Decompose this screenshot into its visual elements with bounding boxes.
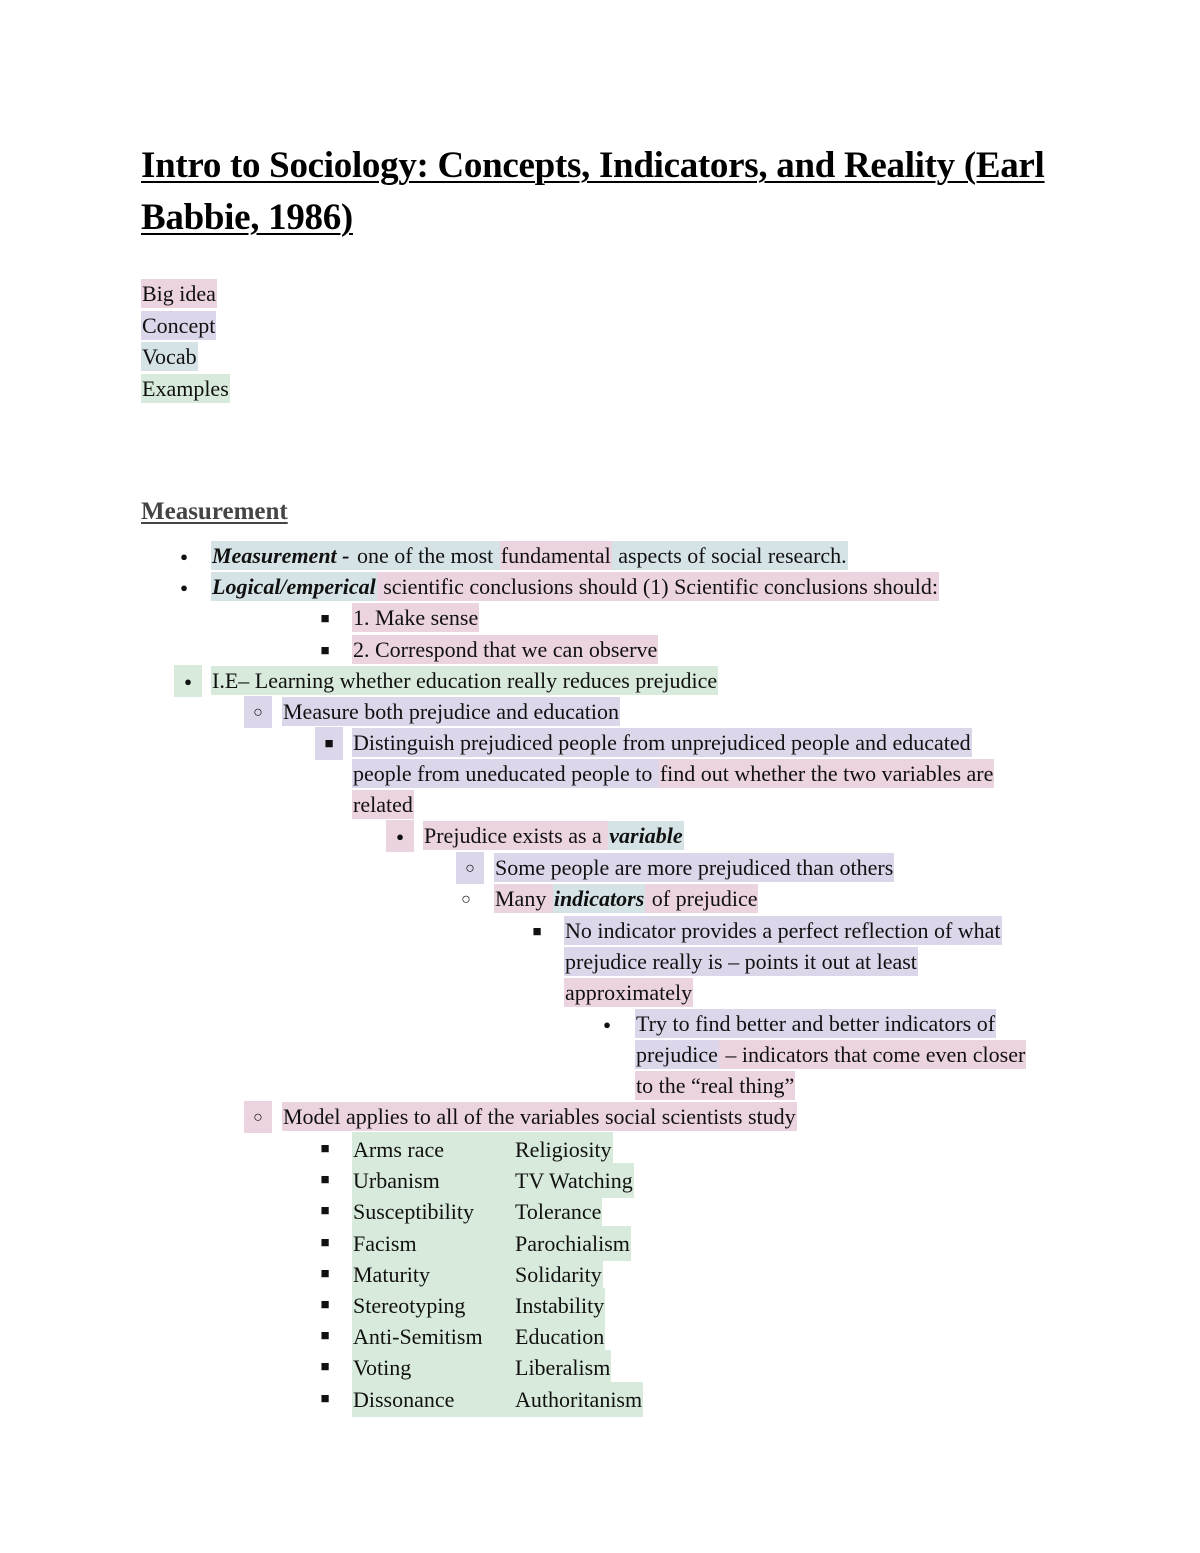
list-text: prejudice really is – points it out at least <box>565 949 917 974</box>
list-text: Some people are more prejudiced than others <box>495 855 894 880</box>
page-title: Intro to Sociology: Concepts, Indicators, and Reality (Earl Babbie, 1986) <box>141 145 1045 238</box>
list-item <box>352 1319 605 1354</box>
list-item-some-people <box>494 852 894 883</box>
bullet-square-icon <box>315 1194 335 1227</box>
variable-pair <box>352 1194 602 1229</box>
list-item-distinguish-cont <box>352 789 414 820</box>
list-text: prejudice <box>636 1042 718 1067</box>
variable-pair <box>352 1350 611 1385</box>
legend-big-idea: Big idea <box>142 281 216 306</box>
legend-concept: Concept <box>142 312 216 338</box>
list-text: Prejudice exists as a <box>424 823 608 848</box>
bullet-disc-icon <box>174 571 194 603</box>
bullet-circle-icon <box>456 852 484 884</box>
variable-left: Urbanism <box>353 1168 440 1194</box>
color-legend <box>141 278 230 404</box>
bullet-square-icon <box>527 915 547 948</box>
list-item <box>352 1163 634 1198</box>
legend-vocab: Vocab <box>142 344 197 369</box>
list-text: find out whether the two variables are <box>659 761 994 786</box>
variable-left: Dissonance <box>353 1386 455 1412</box>
list-item-make-sense <box>352 602 479 633</box>
section-heading: Measurement <box>141 498 288 525</box>
variable-right: Education <box>515 1324 605 1350</box>
list-text: No indicator provides a perfect reflection of what <box>565 918 1001 943</box>
bullet-square-icon <box>315 602 335 635</box>
bullet-disc-icon <box>174 540 194 572</box>
variable-right: Liberalism <box>515 1355 611 1381</box>
list-item-try-cont <box>635 1039 1026 1070</box>
list-item <box>352 1350 611 1385</box>
variable-left: Susceptibility <box>353 1199 474 1225</box>
bullet-disc-icon <box>597 1008 617 1040</box>
bullet-square-icon <box>315 1288 335 1321</box>
legend-examples: Examples <box>142 375 229 401</box>
list-item-try <box>635 1008 996 1039</box>
variable-right: Parochialism <box>515 1230 630 1256</box>
list-item-no-indicator-cont <box>564 977 693 1008</box>
variable-right: TV Watching <box>515 1168 633 1194</box>
variable-pair <box>352 1163 634 1198</box>
list-item-try-cont <box>635 1070 795 1101</box>
list-text: Try to find better and better indicators of <box>636 1011 996 1036</box>
list-text: scientific conclusions should (1) Scientific conclusions should: <box>377 574 939 599</box>
list-item-no-indicator-cont <box>564 946 918 977</box>
bullet-disc-icon <box>386 820 414 852</box>
bullet-square-icon <box>315 1382 335 1415</box>
list-text: Measure both prejudice and education <box>283 699 619 724</box>
list-text: I.E– Learning whether education really reduces prejudice <box>212 668 718 693</box>
list-text: – indicators that come even closer <box>719 1042 1026 1067</box>
list-text: Distinguish prejudiced people from unprejudiced people and educated <box>353 730 971 755</box>
bullet-square-icon <box>315 634 335 667</box>
list-item <box>352 1132 613 1167</box>
variable-pair <box>352 1132 613 1167</box>
bullet-square-icon <box>315 1350 335 1383</box>
list-text: 2. Correspond that we can observe <box>353 637 658 662</box>
list-text: 1. Make sense <box>353 605 479 630</box>
variable-left: Maturity <box>353 1261 430 1287</box>
bullet-square-icon <box>315 1163 335 1196</box>
list-text: Model applies to all of the variables social scientists study <box>283 1104 796 1129</box>
list-text: fundamental <box>500 543 611 568</box>
list-item <box>352 1288 605 1323</box>
vocab-term: Logical/emperical <box>212 574 376 599</box>
bullet-circle-icon <box>244 1101 272 1133</box>
vocab-term: indicators <box>553 886 645 911</box>
list-text: of prejudice <box>646 886 758 911</box>
list-text: related <box>353 792 413 817</box>
list-item-measure-both <box>282 696 620 727</box>
variable-left: Facism <box>353 1230 417 1256</box>
list-text: one of the most <box>351 543 499 568</box>
list-text: to the “real thing” <box>636 1073 795 1098</box>
bullet-square-icon <box>315 1226 335 1259</box>
list-item-distinguish <box>352 727 972 758</box>
bullet-circle-icon <box>456 883 476 915</box>
variable-pair <box>352 1319 605 1354</box>
bullet-square-icon <box>315 1257 335 1290</box>
list-item-distinguish-cont <box>352 758 994 789</box>
variable-left: Voting <box>353 1355 412 1381</box>
list-item <box>352 1194 602 1229</box>
variable-left: Anti-Semitism <box>353 1324 483 1350</box>
variable-pair <box>352 1382 643 1417</box>
list-item-ie <box>211 665 718 696</box>
variable-pair <box>352 1226 631 1261</box>
list-item <box>352 1257 603 1292</box>
list-text: people from uneducated people to <box>353 761 658 786</box>
variable-left: Arms race <box>353 1137 445 1162</box>
list-text: aspects of social research. <box>612 543 847 568</box>
list-item-many-indicators <box>494 883 758 914</box>
list-item-prejudice-exists <box>423 820 684 851</box>
bullet-square-icon <box>315 1319 335 1352</box>
list-item <box>352 1382 643 1417</box>
variable-right: Solidarity <box>515 1261 602 1287</box>
list-item-no-indicator <box>564 915 1002 946</box>
list-item-model <box>282 1101 797 1132</box>
list-text: Many <box>495 886 552 911</box>
variable-right: Tolerance <box>515 1199 602 1225</box>
variable-right: Authoritanism <box>515 1386 643 1412</box>
bullet-square-icon <box>315 1132 335 1165</box>
vocab-term: variable <box>609 823 683 848</box>
list-item <box>352 1226 631 1261</box>
list-item-measurement <box>211 540 848 571</box>
variable-pair <box>352 1288 605 1323</box>
variable-right: Instability <box>515 1293 605 1318</box>
variable-left: Stereotyping <box>353 1293 466 1318</box>
bullet-disc-icon <box>174 665 202 697</box>
list-item-correspond <box>352 634 658 665</box>
bullet-square-icon <box>315 727 343 760</box>
vocab-term: Measurement - <box>212 543 350 568</box>
list-item-logical <box>211 571 939 602</box>
variable-right: Religiosity <box>515 1137 612 1162</box>
list-text: approximately <box>565 980 693 1005</box>
variable-pair <box>352 1257 603 1292</box>
bullet-circle-icon <box>244 696 272 728</box>
